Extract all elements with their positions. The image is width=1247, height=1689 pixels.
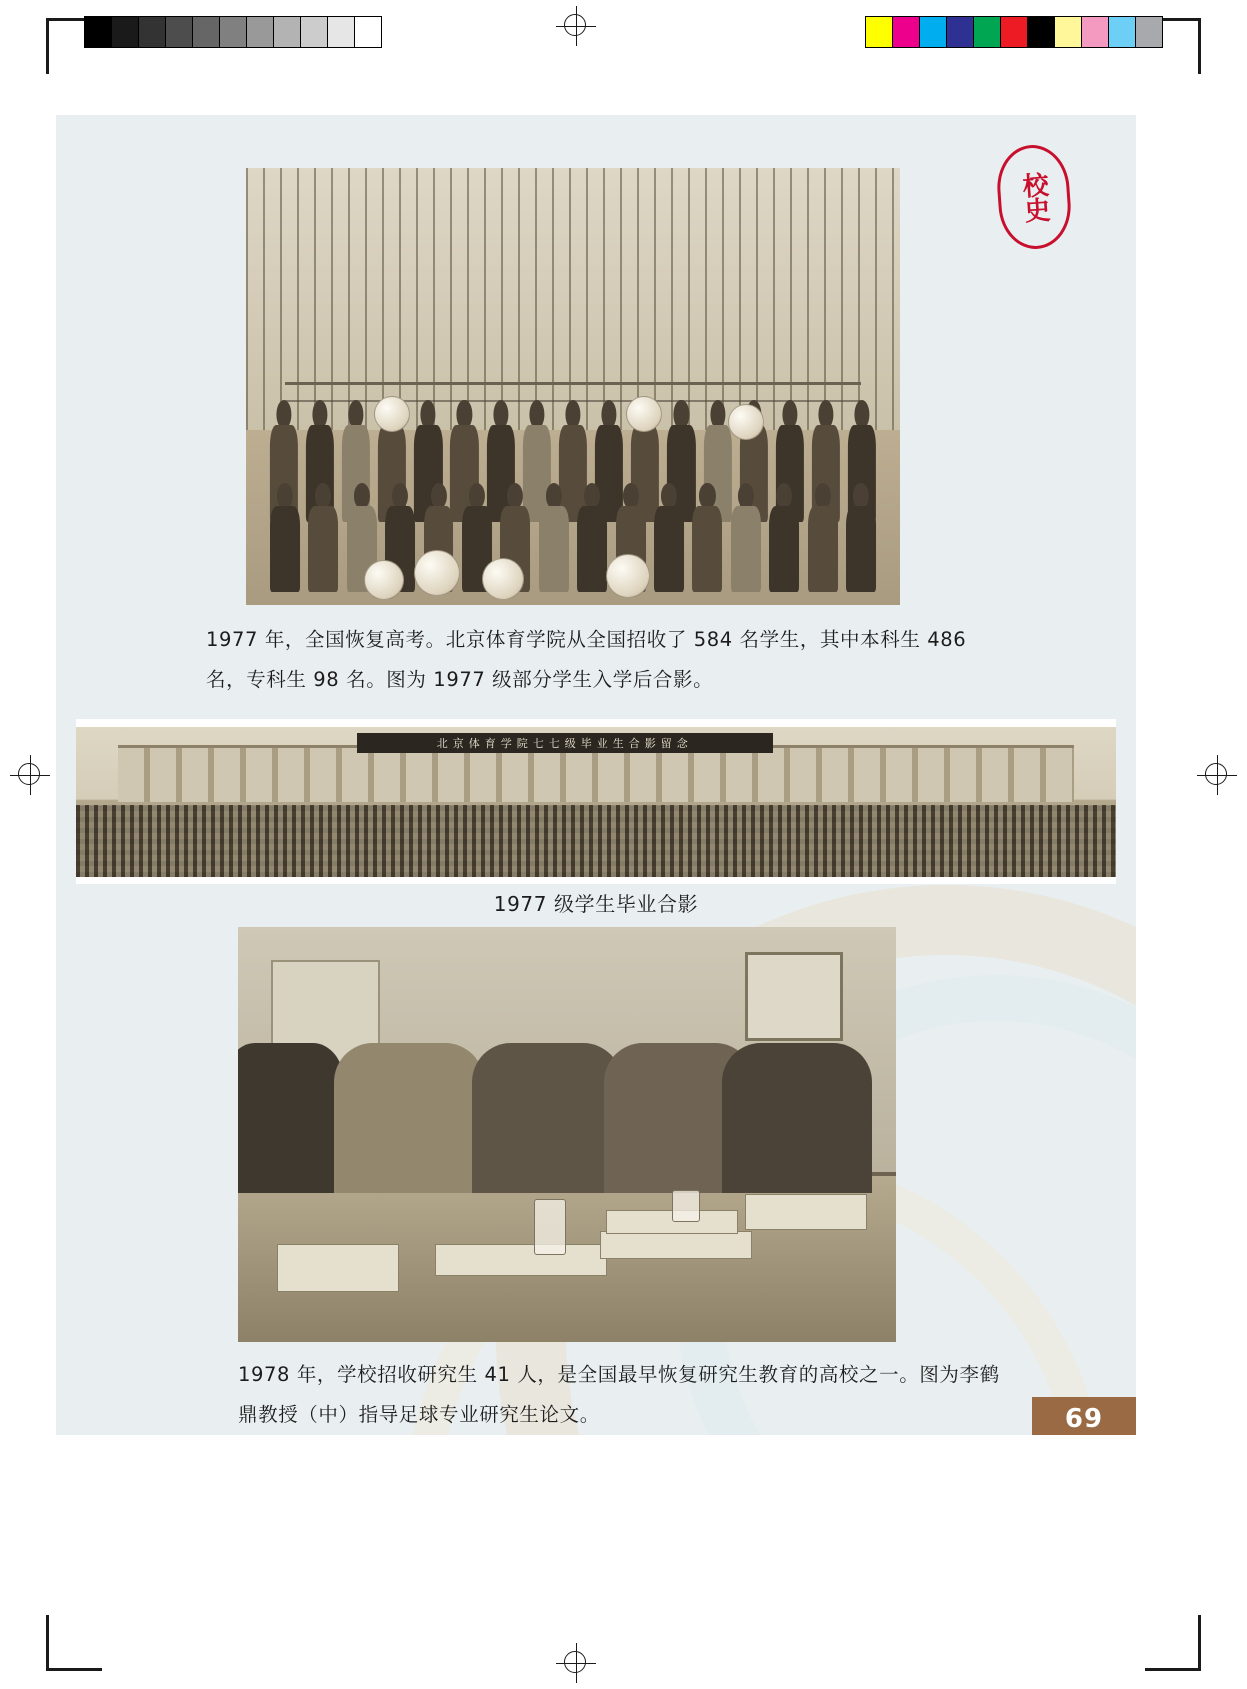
calibration-swatch xyxy=(947,17,974,47)
calibration-swatch xyxy=(274,17,301,47)
calibration-swatch xyxy=(220,17,247,47)
photo-person xyxy=(688,483,726,592)
chapter-seal-stamp xyxy=(994,143,1073,252)
calibration-swatch xyxy=(893,17,920,47)
calibration-swatch xyxy=(85,17,112,47)
ball-prop xyxy=(374,396,410,432)
calibration-swatch xyxy=(1028,17,1055,47)
calibration-swatch xyxy=(112,17,139,47)
calibration-swatch xyxy=(866,17,893,47)
calibration-swatch xyxy=(355,17,381,47)
crop-mark-bottom-left xyxy=(46,1615,102,1671)
calibration-swatch xyxy=(974,17,1001,47)
campus-building xyxy=(118,745,1075,802)
photo-banner-text: 北京体育学院七七级毕业生合影留念 xyxy=(357,733,773,753)
ball-prop xyxy=(482,558,524,600)
calibration-swatch xyxy=(1055,17,1082,47)
tree-background xyxy=(246,168,900,439)
registration-mark-top xyxy=(556,6,596,46)
calibration-swatch xyxy=(920,17,947,47)
open-book xyxy=(745,1194,867,1230)
calibration-swatch xyxy=(301,17,328,47)
ball-prop xyxy=(364,560,404,600)
panorama-scene xyxy=(76,727,1116,877)
ball-prop xyxy=(606,554,650,598)
open-book xyxy=(277,1244,399,1292)
calibration-swatch xyxy=(247,17,274,47)
open-book xyxy=(435,1244,607,1276)
seal-text: 校史 xyxy=(1017,171,1051,223)
registration-mark-right xyxy=(1197,755,1237,795)
photo-front-row xyxy=(266,483,881,592)
ball-prop xyxy=(626,396,662,432)
calibration-swatch xyxy=(166,17,193,47)
photo-person xyxy=(804,483,842,592)
teacup xyxy=(672,1190,700,1222)
panorama-graduation-photo xyxy=(76,719,1116,884)
photo-person xyxy=(304,483,342,592)
page-content-area xyxy=(56,115,1136,1435)
group-photo-1977-freshmen xyxy=(246,168,900,605)
color-calibration-strip xyxy=(865,16,1163,48)
stacked-books xyxy=(600,1231,752,1259)
photo-person xyxy=(266,483,304,592)
ball-prop xyxy=(728,404,764,440)
photo-person xyxy=(842,483,880,592)
photo-person xyxy=(765,483,803,592)
calibration-swatch xyxy=(193,17,220,47)
registration-mark-bottom xyxy=(556,1643,596,1683)
crowd-of-graduates xyxy=(76,805,1116,877)
calibration-swatch xyxy=(1082,17,1109,47)
calibration-swatch xyxy=(1001,17,1028,47)
calibration-swatch xyxy=(1136,17,1162,47)
photo-person xyxy=(650,483,688,592)
calibration-swatch xyxy=(139,17,166,47)
drinking-glass xyxy=(534,1199,566,1255)
calibration-swatch xyxy=(1109,17,1136,47)
wall-picture-frame xyxy=(745,952,843,1041)
grayscale-calibration-strip xyxy=(84,16,382,48)
registration-mark-left xyxy=(10,755,50,795)
photo-professor-advising-graduate-students xyxy=(238,927,896,1342)
calibration-swatch xyxy=(328,17,355,47)
figure-1-caption: 1977 年，全国恢复高考。北京体育学院从全国招收了 584 名学生，其中本科生 486 名，专科生 98 名。图为 1977 级部分学生入学后合影。 xyxy=(206,628,967,691)
photo-person xyxy=(727,483,765,592)
page-number: 69 xyxy=(1032,1397,1136,1435)
ball-prop xyxy=(414,550,460,596)
photo-person xyxy=(535,483,573,592)
crop-mark-bottom-right xyxy=(1145,1615,1201,1671)
figure-2-caption: 1977 级学生毕业合影 xyxy=(493,892,699,916)
volleyball-net-top xyxy=(285,382,861,385)
figure-3-caption: 1978 年，学校招收研究生 41 人，是全国最早恢复研究生教育的高校之一。图为李鹤鼎教授（中）指导足球专业研究生论文。 xyxy=(238,1363,1000,1426)
